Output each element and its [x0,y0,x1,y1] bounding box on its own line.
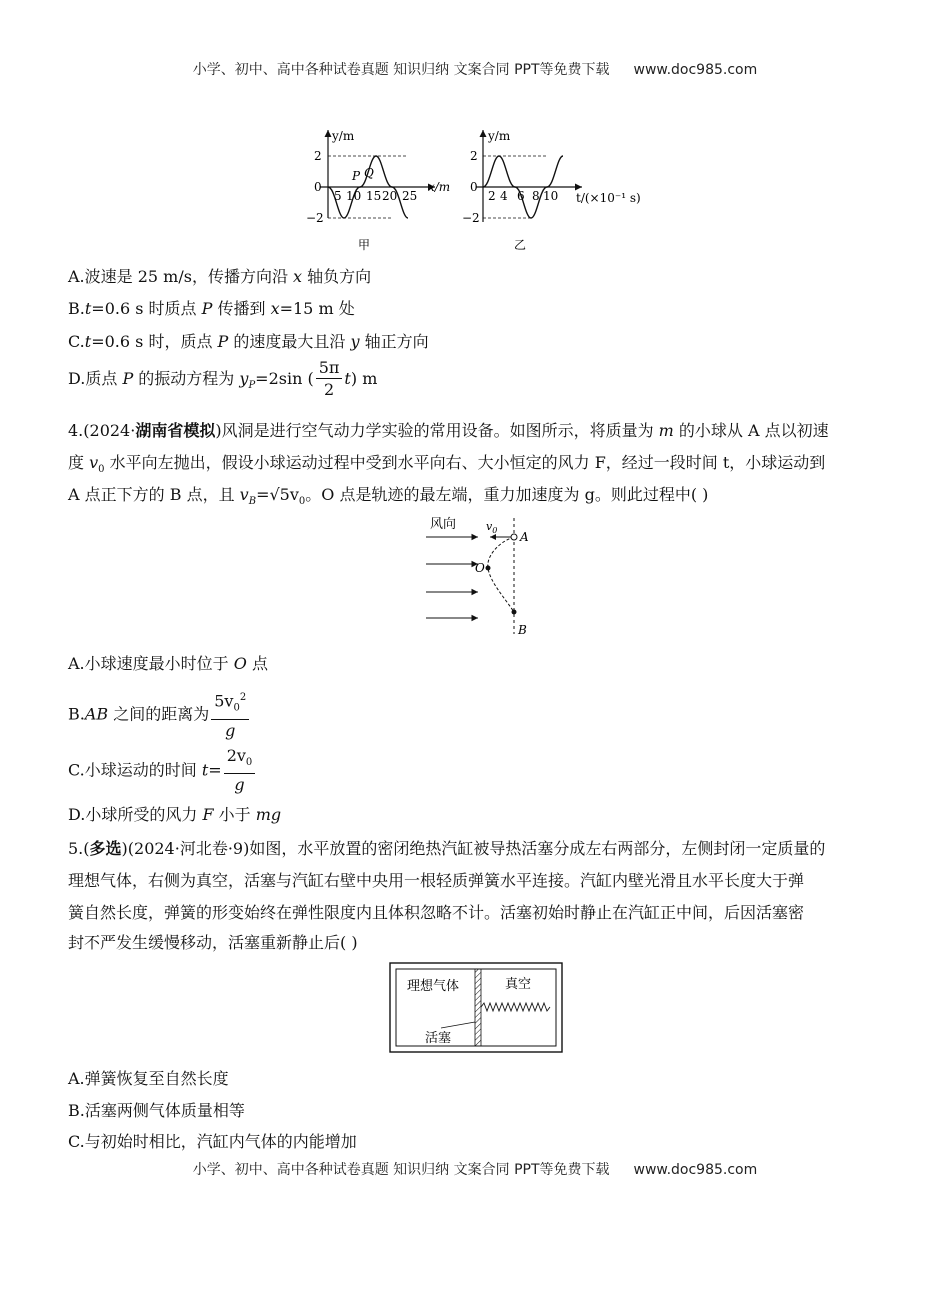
q4-stem-line2: 度 $v_0$ 水平向左抛出，假设小球运动过程中受到水平向右、大小恒定的风力 F，经过一段时间 t，小球运动到 [68,453,826,476]
q4-stem-line1: 4.(2024·湖南省模拟)风洞是进行空气动力学实验的常用设备。如图所示，将质量为 m 的小球从 A 点以初速 [68,421,829,440]
q3-option-a: A.波速是 25 m/s，传播方向沿 x 轴负方向 [68,267,372,286]
right-ttick-6: 6 [517,189,525,203]
q4-b-fraction: $\frac{5v_0^2}{g}$ [211,688,249,742]
footer-text: 小学、初中、高中各种试卷真题 知识归纳 文案合同 PPT等免费下载 [192,1162,610,1178]
gas-label: 理想气体 [407,979,460,994]
q3-option-d: D.质点 P 的振动方程为 $y_P=2\sin$ ( $\frac{5\pi}{2}$ t) m [68,358,378,399]
q4-c-fraction: $\frac{2v_0}{g}$ [224,746,256,796]
point-p-label: P [352,169,361,183]
left-ytick-neg: −2 [306,211,324,225]
q5-stem-line1: 5.(多选)(2024·河北卷·9)如图，水平放置的密闭绝热汽缸被导热活塞分成左右两部分，左侧封闭一定质量的 [68,839,826,858]
q5-option-b: B.活塞两侧气体质量相等 [68,1101,245,1120]
right-ytick-zero: 0 [470,180,478,194]
page-header [0,59,950,79]
q5-option-a: A.弹簧恢复至自然长度 [68,1069,229,1088]
right-ttick-8: 8 [532,189,540,203]
vibration-graph-right [462,129,641,252]
q3-d-fraction: $\frac{5\pi}{2}$ [316,358,343,401]
left-caption: 甲 [358,238,371,252]
left-ytick-pos: 2 [314,149,322,163]
left-y-axis-label: y/m [332,129,355,143]
v0-label: $v_0$ [486,520,498,535]
wave-graph-left [306,129,450,252]
right-y-axis-label: y/m [488,129,511,143]
q4-option-d: D.小球所受的风力 F 小于 mg [68,805,282,824]
right-ytick-pos: 2 [470,149,478,163]
q5-option-c: C.与初始时相比，汽缸内气体的内能增加 [68,1132,357,1151]
point-q-label: Q [364,166,374,180]
cylinder-figure [389,962,563,1054]
wind-label: 风向 [430,517,457,532]
left-x-axis-label: x/m [428,180,451,194]
left-xtick-5: 5 [334,189,342,203]
left-ytick-zero: 0 [314,180,322,194]
q5-stem-line3: 簧自然长度，弹簧的形变始终在弹性限度内且体积忽略不计。活塞初始时静止在汽缸正中间，后因活塞密 [68,903,805,922]
header-url[interactable]: www.doc985.com [633,62,758,78]
piston-label: 活塞 [425,1031,452,1046]
q3-option-b: B.t=0.6 s 时质点 P 传播到 x=15 m 处 [68,299,355,318]
point-a-label: A [520,530,529,544]
left-xtick-15: 15 [366,189,382,203]
footer-url[interactable]: www.doc985.com [633,1162,758,1178]
header-text: 小学、初中、高中各种试卷真题 知识归纳 文案合同 PPT等免费下载 [192,62,610,78]
wave-figures [300,122,650,254]
right-caption: 乙 [514,238,527,252]
wind-tunnel-figure [420,512,560,637]
left-xtick-20: 20 [382,189,398,203]
right-ttick-4: 4 [500,189,508,203]
point-b-label: B [518,623,527,637]
q4-option-a: A.小球速度最小时位于 O 点 [68,654,268,673]
q5-stem-line2: 理想气体，右侧为真空，活塞与汽缸右壁中央用一根轻质弹簧水平连接。汽缸内壁光滑且水平长度大于弹 [68,871,805,890]
q4-option-b: B.AB 之间的距离为 $\frac{5v_0^2}{g}$ [68,688,251,742]
right-ttick-2: 2 [488,189,496,203]
page-footer [0,1159,950,1179]
left-xtick-25: 25 [402,189,418,203]
right-t-axis-label: t/(×10⁻¹ s) [576,191,641,205]
q3-option-c: C.t=0.6 s 时，质点 P 的速度最大且沿 y 轴正方向 [68,332,429,351]
q4-option-c: C.小球运动的时间 t= $\frac{2v_0}{g}$ [68,746,257,796]
q4-stem-line3: A 点正下方的 B 点，且 $v_B=√5v_0$。O 点是轨迹的最左端，重力加速度为 g。则此过程中( ) [68,485,709,508]
left-xtick-10: 10 [346,189,362,203]
right-ytick-neg: −2 [462,211,480,225]
point-o-label: O [475,561,485,575]
vacuum-label: 真空 [505,977,532,992]
right-ttick-10: 10 [543,189,559,203]
q5-stem-line4: 封不严发生缓慢移动，活塞重新静止后( ) [68,933,358,952]
